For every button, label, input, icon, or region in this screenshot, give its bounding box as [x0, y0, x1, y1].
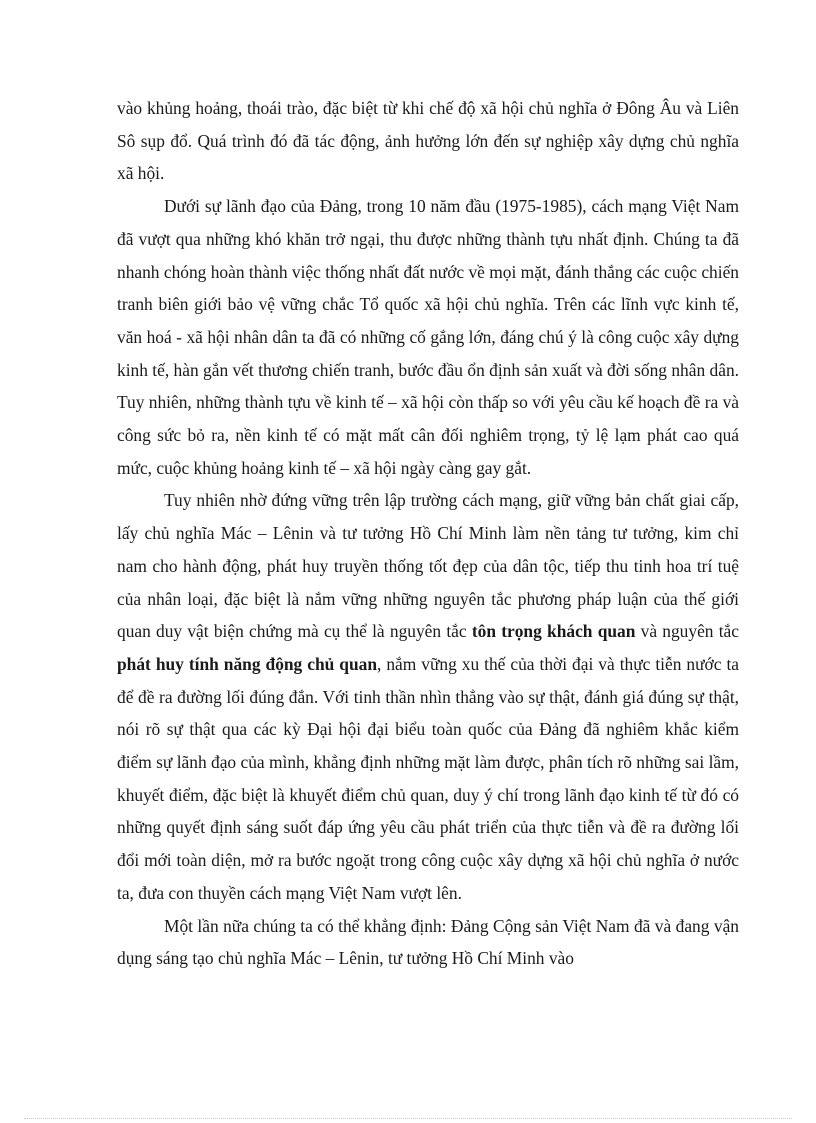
page-bottom-divider	[24, 1118, 792, 1119]
paragraph-2: Dưới sự lãnh đạo của Đảng, trong 10 năm đầu (1975-1985), cách mạng Việt Nam đã vượt qua những khó khăn trở ngại, thu được những thành tựu nhất định. Chúng ta đã nhanh chóng hoàn thành việc thống nhất đất nước về mọi mặt, đánh thắng các cuộc chiến tranh biên giới bảo vệ vững chắc Tổ quốc xã hội chủ nghĩa. Trên các lĩnh vực kinh tế, văn hoá - xã hội nhân dân ta đã có những cố gắng lớn, đáng chú ý là công cuộc xây dựng kinh tế, hàn gắn vết thương chiến tranh, bước đầu ổn định sản xuất và đời sống nhân dân. Tuy nhiên, những thành tựu về kinh tế – xã hội còn thấp so với yêu cầu kế hoạch đề ra và công sức bỏ ra, nền kinh tế có mặt mất cân đối nghiêm trọng, tỷ lệ lạm phát cao quá mức, cuộc khủng hoảng kinh tế – xã hội ngày càng gay gắt.	[117, 196, 739, 478]
document-body	[117, 92, 739, 975]
paragraph-3-text-c: , nắm vững xu thế của thời đại và thực tiễn nước ta để đề ra đường lối đúng đắn. Với tinh thần nhìn thẳng vào sự thật, đánh giá đúng sự thật, nói rõ sự thật qua các kỳ Đại hội đại biểu toàn quốc của Đảng đã nghiêm khắc kiểm điểm sự lãnh đạo của mình, khẳng định những mặt làm được, phân tích rõ những sai lầm, khuyết điểm, đặc biệt là khuyết điểm chủ quan, duy ý chí trong lãnh đạo kinh tế từ đó có những quyết định sáng suốt đáp ứng yêu cầu phát triển của thực tiễn và đề ra đường lối đổi mới toàn diện, mở ra bước ngoặt trong công cuộc xây dựng xã hội chủ nghĩa ở nước ta, đưa con thuyền cách mạng Việt Nam vượt lên.	[117, 653, 739, 903]
emphasis-subjective-dynamism: phát huy tính năng động chủ quan	[117, 653, 378, 674]
paragraph-1: vào khủng hoảng, thoái trào, đặc biệt từ khi chế độ xã hội chủ nghĩa ở Đông Âu và Liên Sô sụp đổ. Quá trình đó đã tác động, ảnh hưởng lớn đến sự nghiệp xây dựng chủ nghĩa xã hội.	[117, 98, 739, 184]
paragraph-3	[117, 484, 739, 909]
paragraph-4: Một lần nữa chúng ta có thể khẳng định: Đảng Cộng sản Việt Nam đã và đang vận dụng sáng tạo chủ nghĩa Mác – Lênin, tư tưởng Hồ Chí Minh vào	[117, 915, 739, 969]
paragraph-3-text-a: Tuy nhiên nhờ đứng vững trên lập trường cách mạng, giữ vững bản chất giai cấp, lấy chủ nghĩa Mác – Lênin và tư tưởng Hồ Chí Minh làm nền tảng tư tưởng, kim chỉ nam cho hành động, phát huy truyền thống tốt đẹp của dân tộc, tiếp thu tinh hoa trí tuệ của nhân loại, đặc biệt là nắm vững những nguyên tắc phương pháp luận của thế giới quan duy vật biện chứng mà cụ thể là nguyên tắc	[117, 490, 739, 642]
paragraph-3-text-b: và nguyên tắc	[635, 621, 739, 642]
emphasis-respect-objectivity: tôn trọng khách quan	[471, 621, 636, 642]
